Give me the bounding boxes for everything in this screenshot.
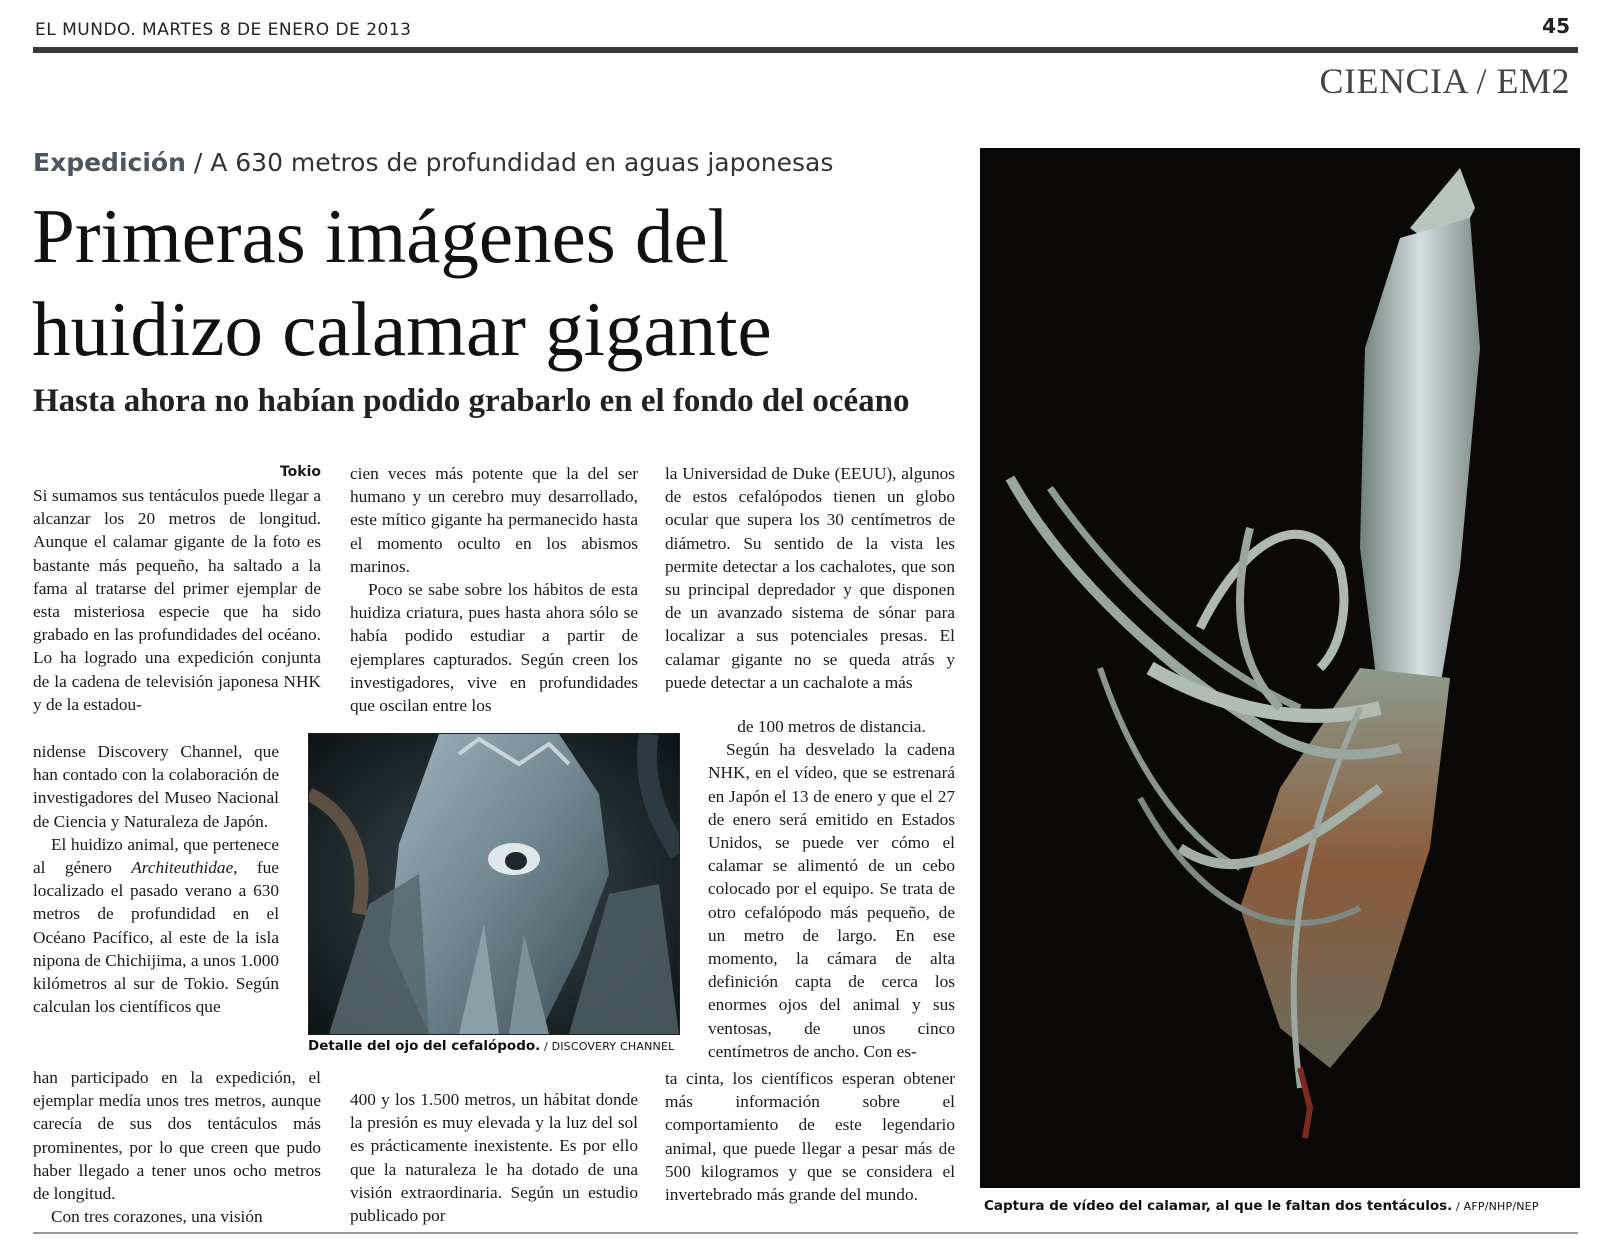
col1-paragraph-3: Con tres corazones, una visión xyxy=(51,1207,263,1227)
headline-line-2: huidizo calamar gigante xyxy=(32,286,772,372)
col2-paragraph-1: cien veces más potente que la del ser humano y un cerebro muy desarrollado, este mítico gigante ha permanecido hasta el momento oculto en los abismos marinos. xyxy=(350,464,638,576)
page-number: 45 xyxy=(1542,14,1570,38)
col1-paragraph-2 xyxy=(33,833,279,1019)
col1-paragraph-1a: Si sumamos sus tentáculos puede llegar a alcanzar los 20 metros de longitud. Aunque el calamar gigante de la foto es bastante más pequeño, ha saltado a la fama al tratarse del primer ejemplar de esta misteriosa especie que ha sido grabado en las profundidades del océano. Lo ha logrado una expedición conjunta de la cadena de televisión japonesa NHK y de la estadou- xyxy=(33,486,321,714)
squid-photo xyxy=(980,148,1580,1188)
column-3-bottom xyxy=(665,1067,955,1206)
folio: EL MUNDO. MARTES 8 DE ENERO DE 2013 xyxy=(35,20,412,40)
kicker xyxy=(33,148,833,177)
dek: Hasta ahora no habían podido grabarlo en el fondo del océano xyxy=(33,383,910,419)
col3-paragraph-1a: la Universidad de Duke (EEUU), algunos de estos cefalópodos tienen un globo ocular que supera los 30 centímetros de diámetro. Su sentido de la vista les permite detectar a los cachalotes, que son su principal depredador y que disponen de un avanzado sistema de sónar para localizar a sus potenciales presas. El calamar gigante no se queda atrás y puede detectar a un cachalote a más xyxy=(665,464,955,692)
headline xyxy=(32,190,972,376)
column-1-bottom xyxy=(33,1066,321,1228)
squid-photo-caption xyxy=(984,1198,1539,1214)
section-label: CIENCIA / EM2 xyxy=(1319,61,1570,101)
eye-detail-caption-text: Detalle del ojo del cefalópodo. xyxy=(308,1038,541,1054)
headline-line-1: Primeras imágenes del xyxy=(32,193,730,279)
column-1-top xyxy=(33,462,321,716)
column-2-top xyxy=(350,462,638,717)
eye-detail-illustration xyxy=(309,734,679,1034)
eye-detail-caption xyxy=(308,1038,674,1054)
col1-paragraph-2-end: han participado en la expedición, el ejemplar medía unos tres metros, aunque carecía de sus dos tentáculos más prominentes, por lo que creen que pudo haber llegado a tener unos ocho metros de longitud. xyxy=(33,1068,321,1204)
col2-paragraph-2: Poco se sabe sobre los hábitos de esta huidiza criatura, pues hasta ahora sólo se había podido estudiar a partir de ejemplares capturados. Según creen los investigadores, vive en profundidades que oscilan entre los xyxy=(350,580,638,716)
column-1-narrow xyxy=(33,740,279,1018)
column-3-top xyxy=(665,462,955,694)
col2-paragraph-3: 400 y los 1.500 metros, un hábitat donde la presión es muy elevada y la luz del sol es prácticamente inexistente. Es por ello que la naturaleza le ha dotado de una visión extraordinaria. Según un estudio publicado por xyxy=(350,1090,638,1226)
col1-paragraph-2-start: El huidizo animal, que pertenece al género xyxy=(33,834,279,878)
col3-paragraph-1b: de 100 metros de distancia. xyxy=(737,717,926,736)
bottom-rule xyxy=(33,1232,1578,1234)
header-rule xyxy=(33,47,1578,53)
kicker-detail: / A 630 metros de profundidad en aguas japonesas xyxy=(185,148,834,177)
squid-photo-credit: / AFP/NHP/NEP xyxy=(1452,1200,1539,1213)
eye-detail-credit: / DISCOVERY CHANNEL xyxy=(540,1040,675,1053)
squid-caption-text: Captura de vídeo del calamar, al que le faltan dos tentáculos. xyxy=(984,1198,1453,1214)
column-3-narrow xyxy=(708,715,955,1063)
kicker-topic: Expedición xyxy=(33,148,186,177)
col1-paragraph-2-mid: , fue localizado el pasado verano a 630 metros de profundidad en el Océano Pacífico, al este de la isla nipona de Chichijima, a unos 1.000 kilómetros al sur de Tokio. Según calculan los científicos que xyxy=(33,858,279,1017)
squid-illustration xyxy=(980,148,1580,1188)
col3-paragraph-2a: Según ha desvelado la cadena NHK, en el vídeo, que se estrenará en Japón el 13 de enero y que el 27 de enero será emitido en Estados Unidos, se puede ver cómo el calamar se alimentó de un cebo colocado por el equipo. Se trata de otro cefalópodo más pequeño, de un metro de largo. En ese momento, la cámara de alta definición capta de cerca los enormes ojos del animal y sus ventosas, de unos cinco centímetros de ancho. Con es- xyxy=(708,740,955,1061)
col1-paragraph-1b: nidense Discovery Channel, que han contado con la colaboración de investigadores del Museo Nacional de Ciencia y Naturaleza de Japón. xyxy=(33,742,279,831)
col3-paragraph-2b: ta cinta, los científicos esperan obtener más información sobre el comportamiento de este legendario animal, que puede llegar a pesar más de 500 kilogramos y que se considera el invertebrado más grande del mundo. xyxy=(665,1069,955,1205)
dateline: Tokio xyxy=(279,464,321,480)
genus-name: Architeuthidae xyxy=(131,858,234,878)
eye-detail-photo xyxy=(308,733,680,1035)
column-2-bottom xyxy=(350,1088,638,1227)
